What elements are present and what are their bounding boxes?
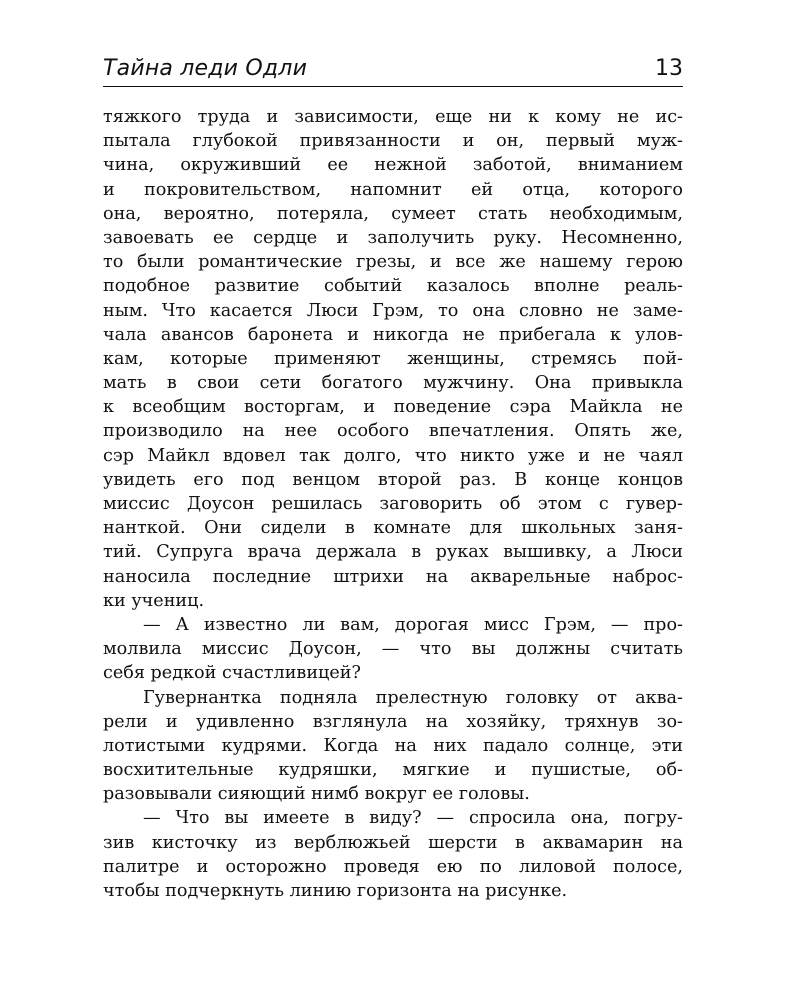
text-line: разовывали сияющий нимб вокруг ее головы. [103, 784, 530, 805]
text-line: то были романтические грезы, и все же нашему герою [103, 252, 683, 273]
text-line: к всеобщим восторгам, и поведение сэра Майкла не [103, 397, 683, 418]
text-line: сэр Майкл вдовел так долго, что никто уже и не чаял [103, 445, 683, 466]
text-line: ки учениц. [103, 590, 205, 611]
text-line: увидеть его под венцом второй раз. В конце концов [103, 469, 683, 490]
text-line: миссис Доусон решилась заговорить об этом с гувер- [103, 494, 683, 514]
text-line: кам, которые применяют женщины, стремясь пой- [103, 348, 683, 369]
text-line: она, вероятно, потеряла, сумеет стать необходимым, [103, 203, 683, 224]
text-line: палитре и осторожно проведя ею по лиловой полосе, [103, 856, 683, 877]
text-line: рели и удивленно взглянула на хозяйку, тряхнув зо- [103, 711, 683, 732]
text-line: тяжкого труда и зависимости, еще ни к кому не ис- [103, 107, 683, 127]
body-text [103, 105, 683, 903]
text-line: чина, окруживший ее нежной заботой, вниманием [103, 155, 683, 176]
text-line: — А известно ли вам, дорогая мисс Грэм, — про- [143, 614, 683, 635]
text-line: ным. Что касается Люси Грэм, то она словно не заме- [103, 300, 683, 321]
header-rule [103, 86, 683, 87]
text-line: зив кисточку из верблюжьей шерсти в аквамарин на [103, 832, 683, 853]
text-line: производило на нее особого впечатления. Опять же, [103, 421, 683, 442]
page-number: 13 [655, 56, 683, 81]
text-line: и покровительством, напомнит ей отца, которого [103, 179, 683, 200]
text-line: нанткой. Они сидели в комнате для школьных заня- [103, 518, 683, 539]
text-line: завоевать ее сердце и заполучить руку. Несомненно, [103, 227, 683, 248]
text-line: тий. Супруга врача держала в руках вышивку, а Люси [103, 542, 683, 563]
text-line: Гувернантка подняла прелестную головку от аква- [143, 687, 683, 708]
text-line: чтобы подчеркнуть линию горизонта на рисунке. [103, 881, 568, 901]
running-head [103, 54, 683, 86]
text-line: восхитительные кудряшки, мягкие и пушистые, об- [103, 760, 683, 781]
running-title: Тайна леди Одли [103, 56, 308, 81]
text-line: чала авансов баронета и никогда не прибегала к улов- [103, 324, 683, 345]
text-line: лотистыми кудрями. Когда на них падало солнце, эти [103, 735, 683, 756]
text-line: молвила миссис Доусон, — что вы должны считать [103, 639, 683, 660]
text-line: подобное развитие событий казалось вполне реаль- [103, 276, 683, 297]
text-line: наносила последние штрихи на акварельные наброс- [103, 566, 683, 587]
text-line: — Что вы имеете в виду? — спросила она, погру- [143, 808, 683, 829]
text-line: пытала глубокой привязанности и он, первый муж- [103, 131, 683, 152]
text-line: мать в свои сети богатого мужчину. Она привыкла [103, 373, 683, 394]
text-line: себя редкой счастливицей? [103, 663, 361, 684]
